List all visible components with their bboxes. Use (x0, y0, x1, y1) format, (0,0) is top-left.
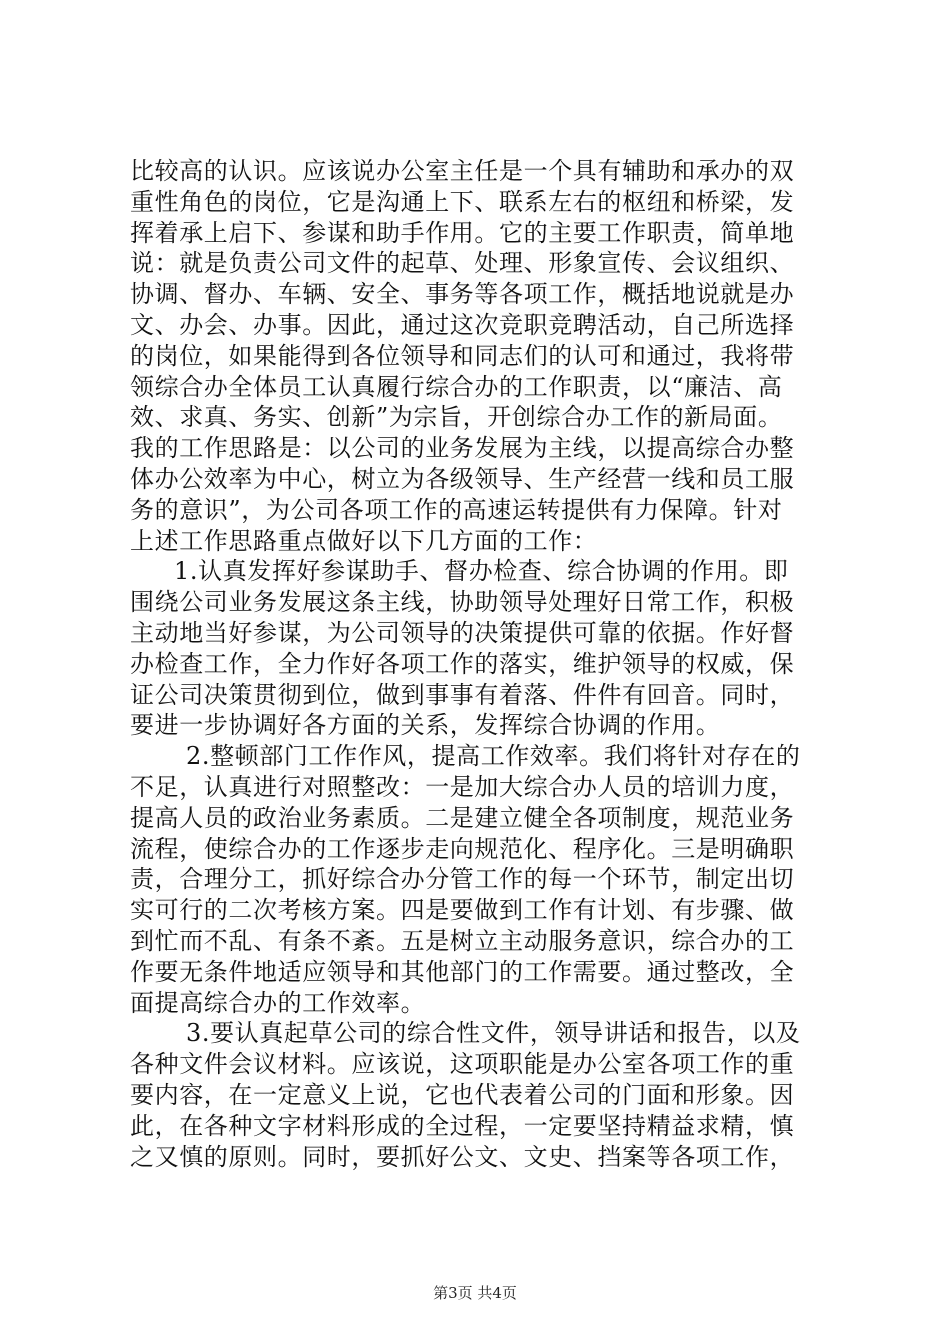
text-line: 证公司决策贯彻到位，做到事事有着落、件件有回音。同时， (130, 680, 795, 709)
text-line: 不足，认真进行对照整改：一是加大综合办人员的培训力度， (130, 772, 795, 801)
paragraph-3-first-line: 3.要认真起草公司的综合性文件，领导讲话和报告，以及 (186, 1019, 801, 1048)
text-line: 之又慎的原则。同时，要抓好公文、文史、挡案等各项工作， (130, 1142, 795, 1171)
text-line: 责，合理分工，抓好综合办分管工作的每一个环节，制定出切 (130, 865, 795, 894)
paragraph-2-first-line: 2.整顿部门工作作风，提高工作效率。我们将针对存在的 (186, 742, 801, 771)
text-line: 我的工作思路是：以公司的业务发展为主线，以提高综合办整 (130, 434, 795, 463)
text-line: 重性角色的岗位，它是沟通上下、联系左右的枢纽和桥梁，发 (130, 187, 795, 216)
text-line: 此，在各种文字材料形成的全过程，一定要坚持精益求精，慎 (130, 1111, 795, 1140)
text-line: 体办公效率为中心，树立为各级领导、生产经营一线和员工服 (130, 464, 795, 493)
text-line: 领综合办全体员工认真履行综合办的工作职责，以“廉洁、高 (130, 372, 783, 401)
text-line: 要内容，在一定意义上说，它也代表着公司的门面和形象。因 (130, 1080, 795, 1109)
paragraph-1-first-line: 1.认真发挥好参谋助手、督办检查、综合协调的作用。即 (174, 557, 789, 586)
text-line: 面提高综合办的工作效率。 (130, 988, 426, 1017)
text-line: 比较高的认识。应该说办公室主任是一个具有辅助和承办的双 (130, 157, 795, 185)
text-line: 作要无条件地适应领导和其他部门的工作需要。通过整改，全 (130, 957, 795, 986)
text-line: 围绕公司业务发展这条主线，协助领导处理好日常工作，积极 (130, 588, 795, 617)
text-line: 说：就是负责公司文件的起草、处理、形象宣传、会议组织、 (130, 249, 795, 278)
text-line: 实可行的二次考核方案。四是要做到工作有计划、有步骤、做 (130, 896, 795, 925)
text-line: 到忙而不乱、有条不紊。五是树立主动服务意识，综合办的工 (130, 926, 795, 955)
page-footer: 第3页 共4页 (433, 1284, 517, 1302)
text-line: 效、求真、务实、创新”为宗旨，开创综合办工作的新局面。 (130, 403, 783, 432)
text-line: 的岗位，如果能得到各位领导和同志们的认可和通过，我将带 (130, 341, 795, 370)
text-line: 要进一步协调好各方面的关系，发挥综合协调的作用。 (130, 711, 721, 740)
text-line: 提高人员的政治业务素质。二是建立健全各项制度，规范业务 (130, 803, 795, 832)
text-line: 协调、督办、车辆、安全、事务等各项工作，概括地说就是办 (130, 280, 795, 309)
text-line: 主动地当好参谋，为公司领导的决策提供可靠的依据。作好督 (130, 618, 795, 647)
text-line: 务的意识”，为公司各项工作的高速运转提供有力保障。针对 (130, 495, 783, 524)
text-line: 流程，使综合办的工作逐步走向规范化、程序化。三是明确职 (130, 834, 795, 863)
text-line: 文、办会、办事。因此，通过这次竞职竞聘活动，自己所选择 (130, 310, 795, 339)
text-line: 各种文件会议材料。应该说，这项职能是办公室各项工作的重 (130, 1050, 795, 1079)
text-line: 办检查工作，全力作好各项工作的落实，维护领导的权威，保 (130, 649, 795, 678)
document-body (130, 156, 822, 1172)
text-line: 挥着承上启下、参谋和助手作用。它的主要工作职责，简单地 (130, 218, 795, 247)
text-line: 上述工作思路重点做好以下几方面的工作： (130, 526, 598, 555)
